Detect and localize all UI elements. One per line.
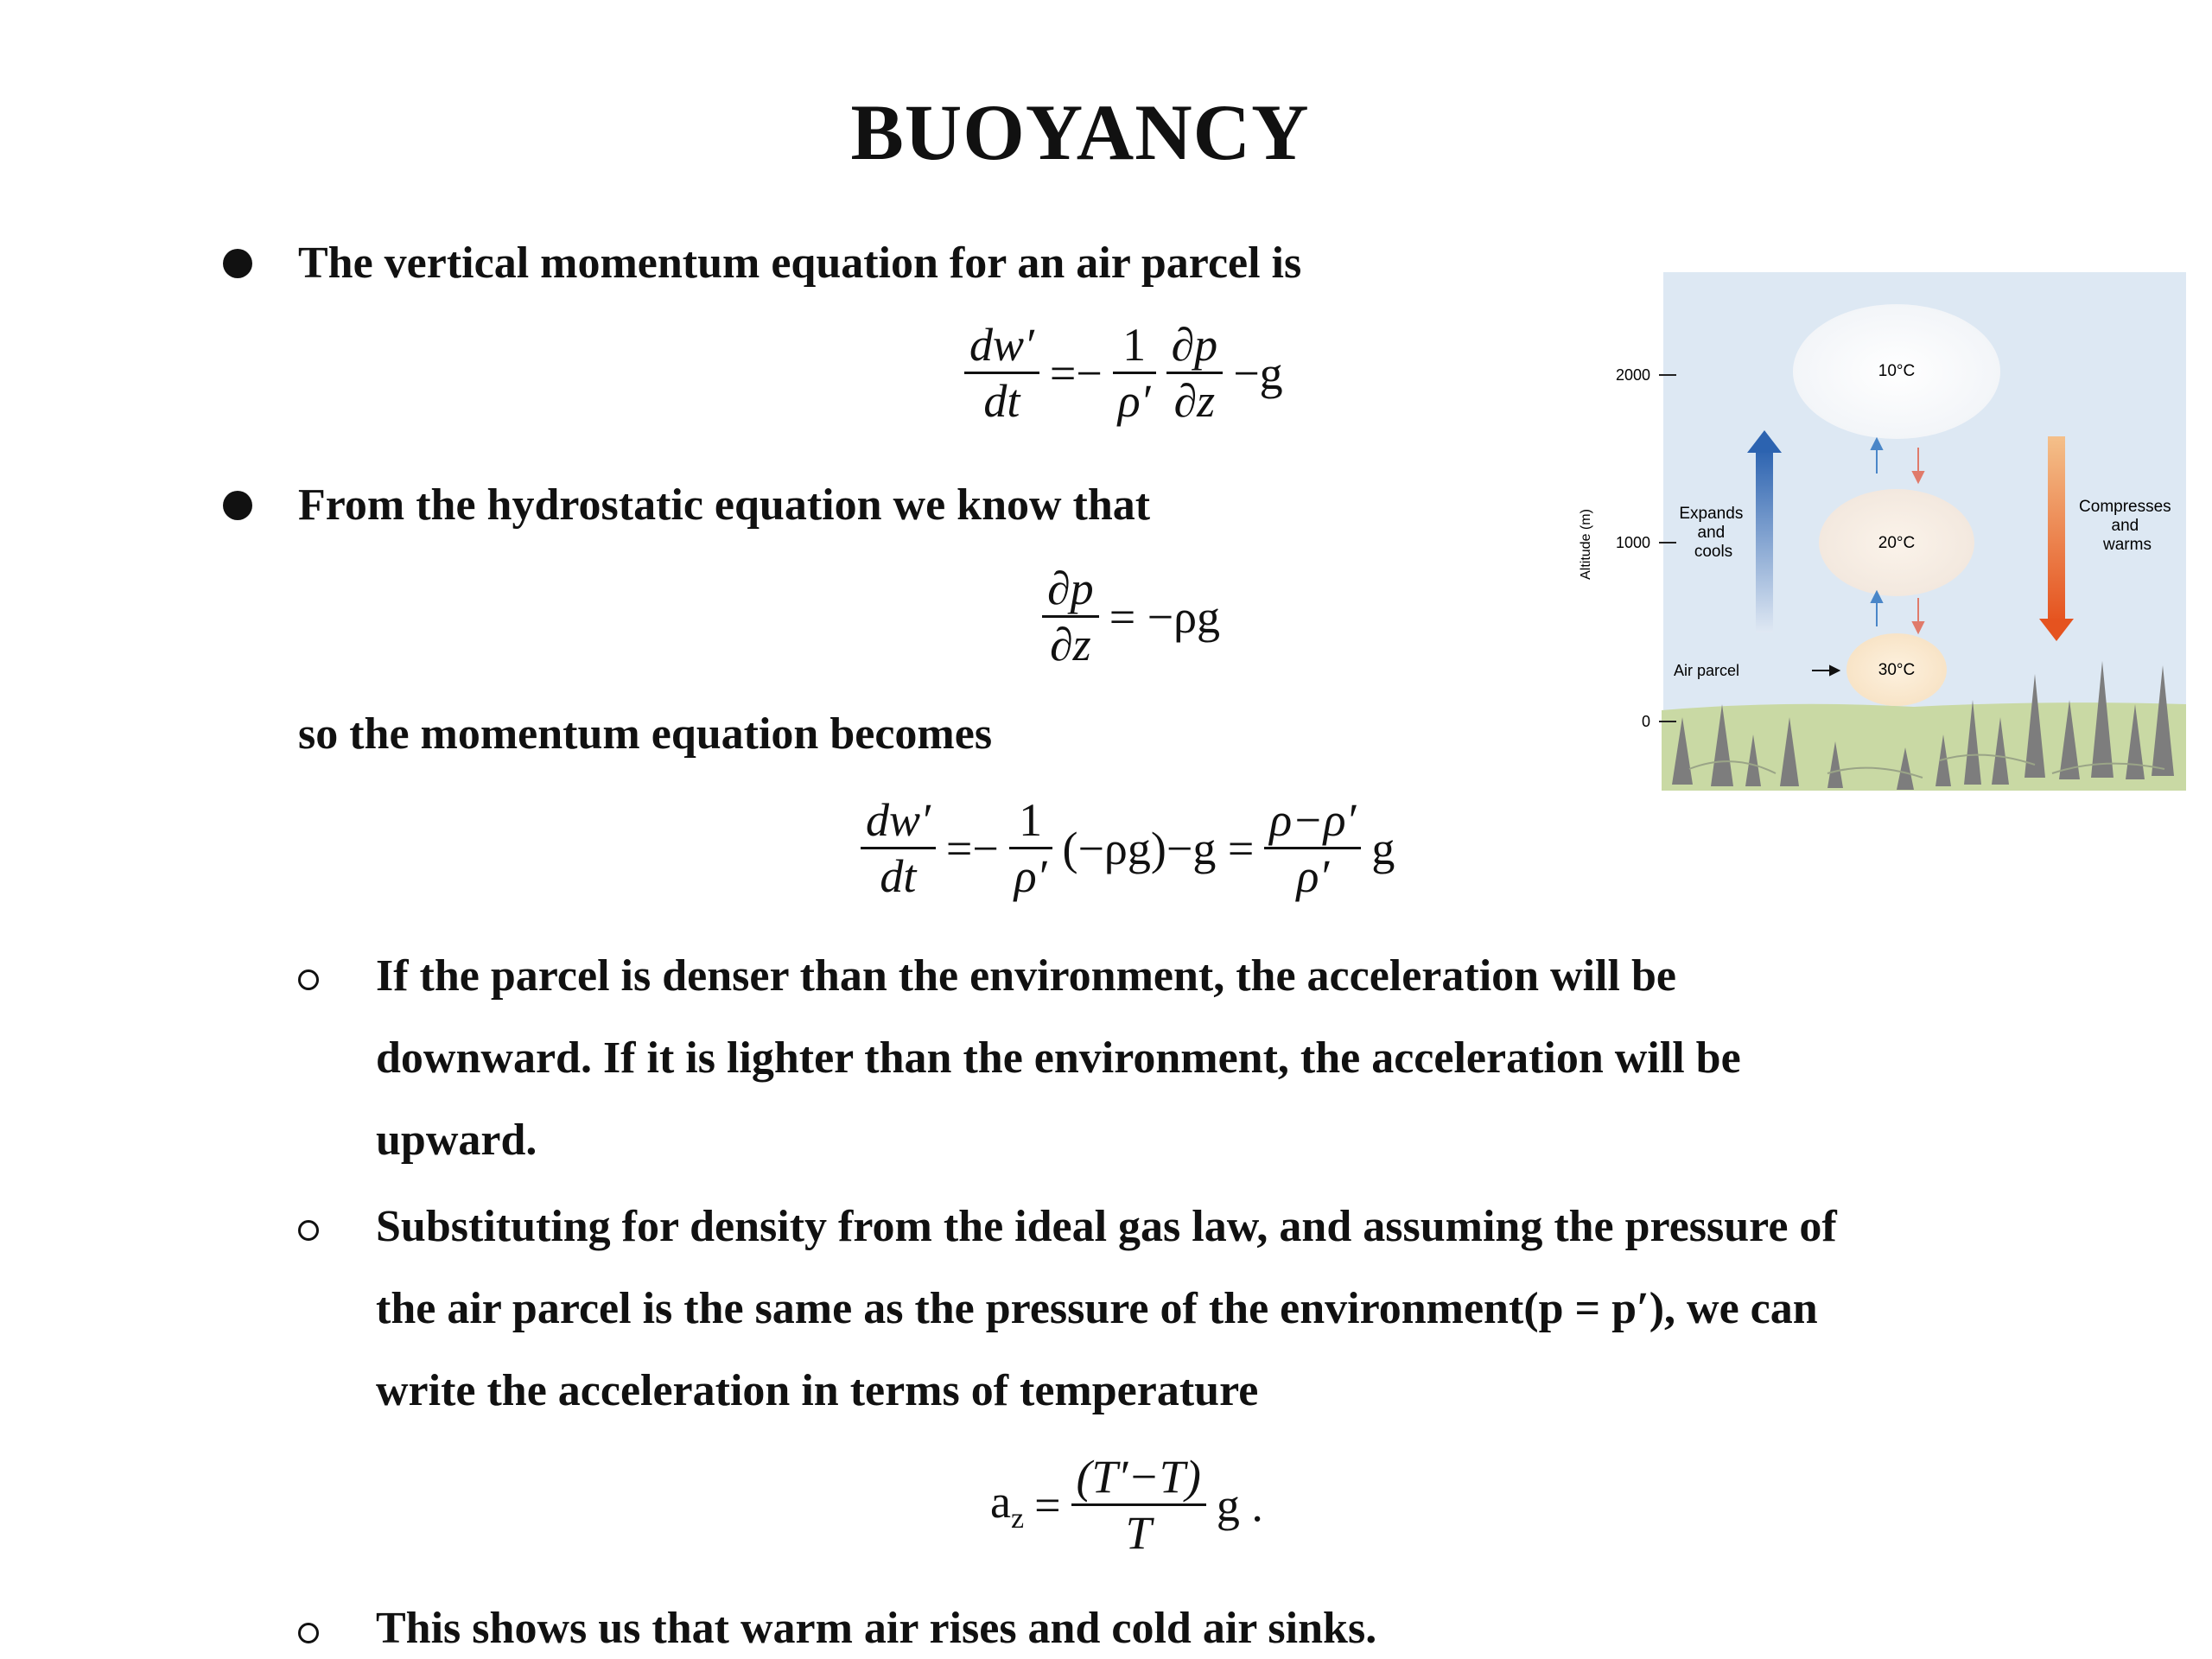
air-parcel-figure: [1568, 268, 2212, 795]
so-text: so the momentum equation becomes: [298, 709, 993, 759]
y-axis-label: Altitude (m): [1579, 509, 1593, 580]
sub-bullet-marker: [298, 1220, 319, 1241]
sub-bullet-marker: [298, 1623, 319, 1643]
parcel-temp-label: 10°C: [1878, 362, 1916, 380]
equation-temperature: $a_z$ = $\frac{(T'-T)}{T}$ g .: [990, 1451, 1263, 1560]
sub-bullet-1-line-1: If the parcel is denser than the environment, the acceleration will be: [376, 951, 1676, 1001]
expands-label: Expands and cools: [1679, 505, 1744, 561]
sub-bullet-2-line-3: write the acceleration in terms of temperature: [376, 1366, 1259, 1415]
sub-bullet-marker: [298, 969, 319, 990]
compresses-label: Compresses and warms: [2079, 498, 2171, 554]
bullet-2-text: From the hydrostatic equation we know that: [298, 480, 1151, 530]
equation-buoyancy: $\frac{dw'}{dt}$ =− $\frac{1}{\rho'}$ (−ρg)−g = $\frac{\rho-\rho'}{\rho'}$ g: [855, 793, 1400, 903]
bullet-1-text: The vertical momentum equation for an air parcel is: [298, 238, 1302, 288]
sub-bullet-1-line-3: upward.: [376, 1116, 537, 1165]
bullet-marker: [223, 249, 252, 278]
tick-label: 2000: [1615, 366, 1650, 384]
tick-label: 1000: [1615, 534, 1650, 551]
slide-title: BUOYANCY: [850, 88, 1310, 176]
sub-bullet-1-line-2: downward. If it is lighter than the environment, the acceleration will be: [376, 1033, 1741, 1083]
equation-momentum: $\frac{dw'}{dt}$ =− $\frac{1}{\rho'}$ $\frac{\partial p}{\partial z}$ −g: [959, 318, 1288, 428]
tick-label: 0: [1641, 713, 1650, 730]
sub-bullet-2-line-1: Substituting for density from the ideal gas law, and assuming the pressure of: [376, 1202, 1837, 1251]
bullet-marker: [223, 491, 252, 520]
equation-hydrostatic: $\frac{\partial p}{\partial z}$ = −ρg: [1037, 562, 1225, 671]
sub-bullet-3-text: This shows us that warm air rises and cold air sinks.: [376, 1604, 1377, 1653]
sub-bullet-2-line-2: the air parcel is the same as the pressure of the environment(p = p′), we can: [376, 1284, 1818, 1333]
air-parcel-label: Air parcel: [1673, 662, 1740, 679]
parcel-temp-label: 30°C: [1878, 661, 1916, 679]
parcel-temp-label: 20°C: [1878, 534, 1916, 552]
